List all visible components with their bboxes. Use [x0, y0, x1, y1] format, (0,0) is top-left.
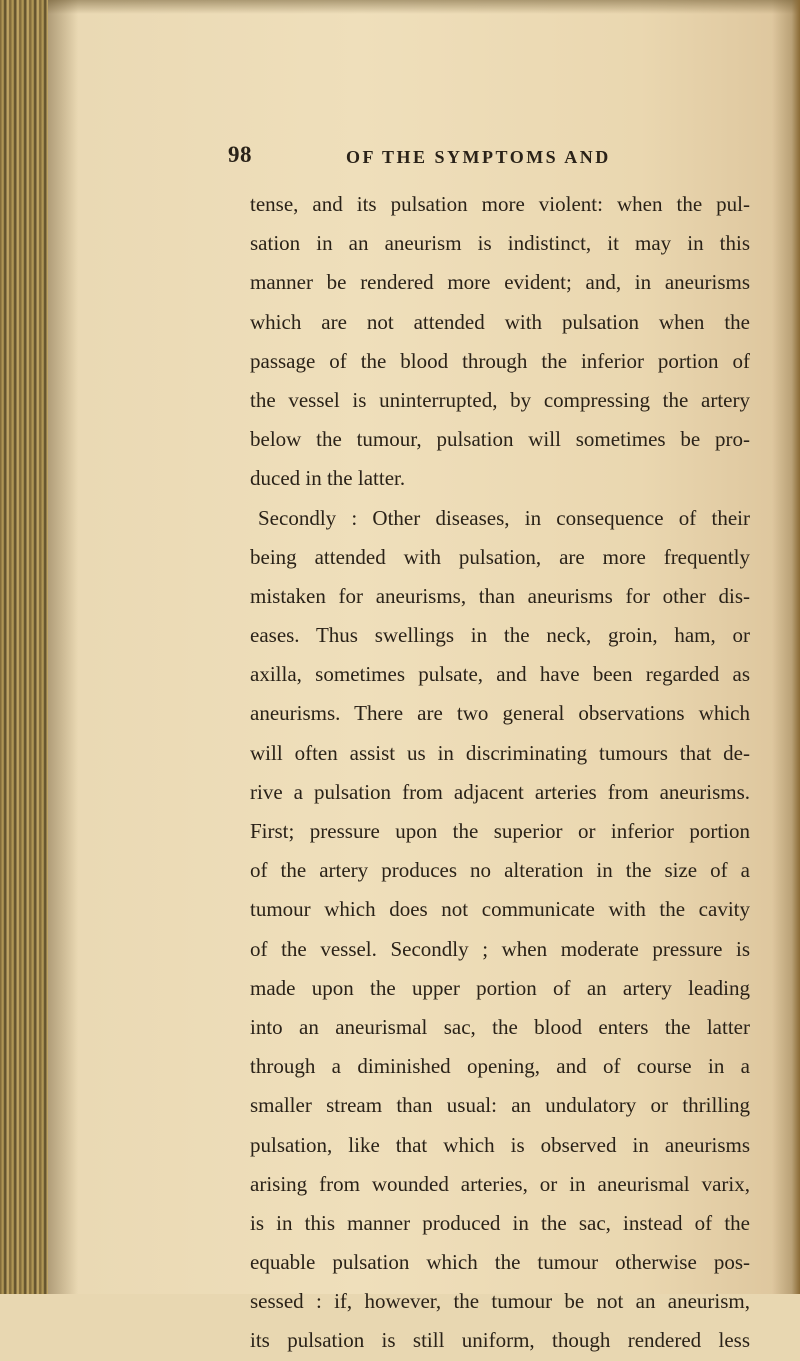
text-line: the vessel is uninterrupted, by compressing the artery: [250, 387, 750, 412]
text-line: mistaken for aneurisms, than aneurisms for other dis-: [250, 583, 750, 608]
text-line: rive a pulsation from adjacent arteries from aneurisms.: [250, 779, 750, 804]
text-line: into an aneurismal sac, the blood enters the latter: [250, 1014, 750, 1039]
page-header: [228, 142, 708, 182]
body-text: [250, 185, 750, 1361]
page-number: 98: [228, 142, 252, 167]
text-line: sation in an aneurism is indistinct, it may in this: [250, 231, 750, 256]
text-line: First; pressure upon the superior or inferior portion: [250, 819, 750, 843]
text-line: made upon the upper portion of an artery leading: [250, 975, 750, 1000]
text-line: equable pulsation which the tumour otherwise pos-: [250, 1250, 750, 1275]
text-line: duced in the latter.: [250, 466, 406, 491]
text-line: axilla, sometimes pulsate, and have been regarded as: [250, 662, 750, 687]
text-line: tumour which does not communicate with the cavity: [250, 897, 750, 922]
text-line: its pulsation is still uniform, though rendered less: [250, 1328, 750, 1353]
text-line: Secondly : Other diseases, in consequence of their: [258, 505, 750, 530]
text-line: below the tumour, pulsation will sometimes be pro-: [250, 427, 750, 452]
book-binding-edge: [0, 0, 48, 1294]
text-line: sessed : if, however, the tumour be not an aneurism,: [250, 1289, 750, 1314]
text-line: will often assist us in discriminating tumours that de-: [250, 740, 750, 765]
running-head: OF THE SYMPTOMS AND: [346, 147, 611, 167]
text-line: which are not attended with pulsation when the: [250, 309, 750, 334]
text-line: passage of the blood through the inferior portion of: [250, 348, 750, 373]
text-line: of the artery produces no alteration in the size of a: [250, 858, 750, 883]
text-line: smaller stream than usual: an undulatory or thrilling: [250, 1093, 750, 1118]
text-line: manner be rendered more evident; and, in aneurisms: [250, 270, 750, 295]
text-line: being attended with pulsation, are more frequently: [250, 544, 750, 569]
text-line: through a diminished opening, and of course in a: [250, 1054, 750, 1079]
text-line: is in this manner produced in the sac, instead of the: [250, 1210, 750, 1235]
text-line: of the vessel. Secondly ; when moderate pressure is: [250, 936, 750, 961]
text-line: pulsation, like that which is observed in aneurisms: [250, 1132, 750, 1157]
page-top-edge: [48, 0, 800, 14]
text-line: aneurisms. There are two general observations which: [250, 701, 750, 726]
text-line: eases. Thus swellings in the neck, groin, ham, or: [250, 623, 750, 648]
text-line: tense, and its pulsation more violent: when the pul-: [250, 192, 750, 216]
page-right-edge: [772, 0, 800, 1294]
text-line: arising from wounded arteries, or in aneurismal varix,: [250, 1171, 750, 1196]
binding-shadow: [48, 0, 78, 1294]
